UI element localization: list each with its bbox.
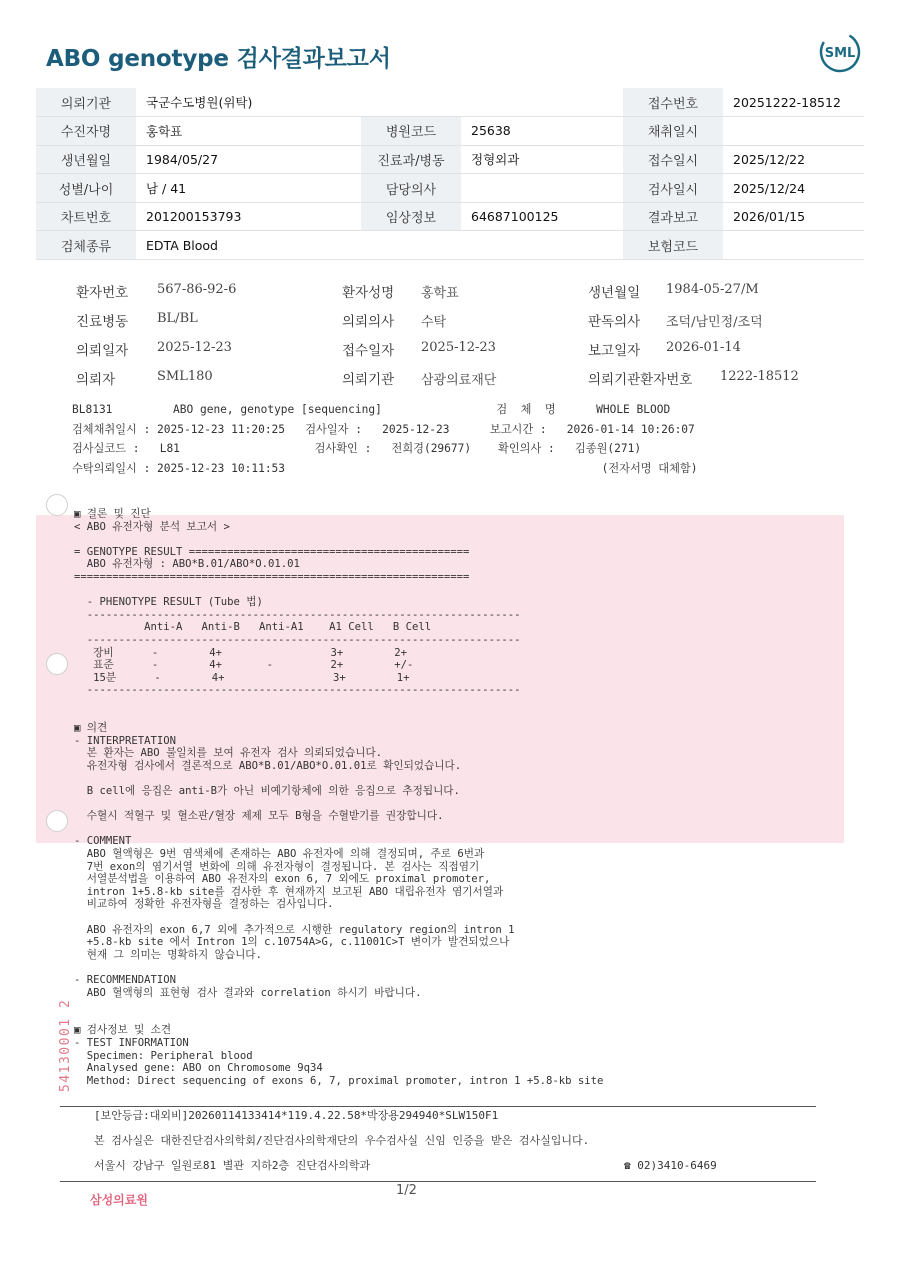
report-line: -------------------------------------------------------------------- — [74, 633, 521, 646]
report-line — [74, 533, 603, 546]
report-line: ▣ 검사정보 및 소견 — [74, 1024, 172, 1037]
report-line: 표준 - 4+ - 2+ +/- — [74, 659, 414, 672]
vertical-document-code: 54130001 2 — [58, 998, 73, 1092]
certification-line: 본 검사실은 대한진단검사의학회/진단검사의학재단의 우수검사실 신임 인증을 받은 검사실입니다. — [94, 1134, 590, 1147]
header-label: 접수번호 — [623, 88, 723, 117]
patient-info-value: 2025-12-23 — [421, 340, 496, 355]
header-label: 수진자명 — [36, 117, 136, 146]
patient-info-label: 접수일자 — [342, 343, 395, 359]
report-line: 본 환자는 ABO 불일치를 보여 유전자 검사 의뢰되었습니다. — [74, 747, 383, 760]
report-line: 7번 exon의 염기서열 변화에 의해 유전자형이 결정됩니다. 본 검사는 직접염기 — [74, 860, 480, 873]
report-line — [74, 961, 603, 974]
patient-info-value: 조덕/남민정/조덕 — [666, 315, 763, 330]
header-label — [361, 231, 461, 260]
header-label: 생년월일 — [36, 145, 136, 174]
header-value — [461, 174, 623, 203]
report-line: ABO 유전자형 : ABO*B.01/ABO*O.01.01 — [74, 558, 300, 571]
patient-info-value: 2025-12-23 — [157, 340, 232, 355]
header-label: 채취일시 — [623, 117, 723, 146]
report-body — [74, 508, 603, 1087]
header-value — [461, 88, 623, 117]
report-line: B cell에 응집은 anti-B가 아닌 비예기항체에 의한 응집으로 추정됩니다. — [74, 785, 460, 798]
header-value — [461, 231, 623, 260]
report-line — [74, 772, 603, 785]
footer-org-logo: 삼성의료원 — [90, 1193, 148, 1207]
header-value: 201200153793 — [136, 202, 361, 231]
punch-hole — [46, 653, 68, 675]
patient-info-label: 판독의사 — [588, 314, 641, 330]
patient-info-label: 진료병동 — [76, 314, 129, 330]
header-value: 국군수도병원(위탁) — [136, 88, 361, 117]
header-value: EDTA Blood — [136, 231, 361, 260]
report-line: 수혈시 적혈구 및 혈소판/혈장 제제 모두 B형을 수혈받기를 권장합니다. — [74, 810, 444, 823]
logo-text: SML — [824, 46, 856, 61]
header-label: 차트번호 — [36, 202, 136, 231]
report-line: - TEST INFORMATION — [74, 1036, 189, 1049]
punch-hole — [46, 494, 68, 516]
report-line: ▣ 의견 — [74, 722, 108, 735]
patient-info-label: 의뢰자 — [76, 372, 116, 388]
report-line — [74, 1012, 603, 1025]
report-line: -------------------------------------------------------------------- — [74, 684, 521, 697]
footer-divider-bottom — [60, 1181, 816, 1182]
header-label: 성별/나이 — [36, 174, 136, 203]
report-line: < ABO 유전자형 분석 보고서 > — [74, 520, 230, 533]
report-line — [74, 999, 603, 1012]
header-row — [36, 145, 864, 174]
report-line — [74, 823, 603, 836]
patient-info-value: 1222-18512 — [720, 369, 799, 384]
header-info-table — [36, 88, 864, 260]
page-number: 1/2 — [396, 1183, 417, 1198]
header-label: 임상정보 — [361, 202, 461, 231]
report-line: 유전자형 검사에서 결론적으로 ABO*B.01/ABO*O.01.01로 확인되었습니다. — [74, 759, 462, 772]
report-line: +5.8-kb site 에서 Intron 1의 c.10754A>G, c.11001C>T 변이가 발견되었으나 — [74, 936, 510, 949]
punch-hole — [46, 810, 68, 832]
report-line: ABO 유전자의 exon 6,7 외에 추가적으로 시행한 regulatory region의 intron 1 — [74, 923, 515, 936]
report-line: Specimen: Peripheral blood — [74, 1049, 253, 1062]
patient-info-label: 의뢰일자 — [76, 343, 129, 359]
report-line: Method: Direct sequencing of exons 6, 7, proximal promoter, intron 1 +5.8-kb site — [74, 1074, 604, 1087]
header-value: 2026/01/15 — [723, 202, 864, 231]
phone-number: ☎ 02)3410-6469 — [624, 1159, 717, 1172]
report-line: 장비 - 4+ 3+ 2+ — [74, 646, 407, 659]
header-value: 1984/05/27 — [136, 145, 361, 174]
patient-info-value: 수탁 — [421, 315, 447, 330]
patient-info-label: 생년월일 — [588, 285, 641, 301]
patient-info-value: 2026-01-14 — [666, 340, 741, 355]
patient-info-value: 1984-05-27/M — [666, 282, 759, 297]
header-value: 2025/12/24 — [723, 174, 864, 203]
sml-logo — [818, 30, 862, 74]
test-meta-line: 수탁의뢰일시 : 2025-12-23 10:11:53 (전자서명 대체함) — [72, 461, 698, 475]
security-line: [보안등급:대외비]20260114133414*119.4.22.58*박장용294940*SLW150F1 — [94, 1109, 499, 1122]
header-value: 25638 — [461, 117, 623, 146]
header-label: 병원코드 — [361, 117, 461, 146]
report-line: - INTERPRETATION — [74, 734, 177, 747]
test-meta-line: 검사실코드 : L81 검사확인 : 전희경(29677) 확인의사 : 김종원(271) — [72, 442, 642, 455]
report-line: 15분 - 4+ 3+ 1+ — [74, 671, 410, 684]
header-label: 진료과/병동 — [361, 145, 461, 174]
header-value: 정형외과 — [461, 145, 623, 174]
header-value: 홍학표 — [136, 117, 361, 146]
report-line — [74, 798, 603, 811]
header-label: 검사일시 — [623, 174, 723, 203]
report-line: 현재 그 의미는 명확하지 않습니다. — [74, 948, 262, 961]
header-label: 결과보고 — [623, 202, 723, 231]
patient-info-label: 의뢰기관환자번호 — [588, 372, 693, 388]
report-line: ABO 혈액형은 9번 염색체에 존재하는 ABO 유전자에 의해 결정되며, 주로 6번과 — [74, 848, 485, 861]
footer-divider — [60, 1106, 816, 1107]
patient-info-value: BL/BL — [157, 311, 198, 326]
test-meta-line: BL8131 ABO gene, genotype [sequencing] 검 체 명 WHOLE BLOOD — [72, 403, 671, 416]
header-row — [36, 202, 864, 231]
report-line: 서열분석법을 이용하여 ABO 유전자의 exon 6, 7 외에도 proximal promoter, — [74, 873, 491, 886]
patient-info-value: 삼광의료재단 — [421, 373, 497, 388]
header-value: 20251222-18512 — [723, 88, 864, 117]
header-value: 2025/12/22 — [723, 145, 864, 174]
address-line: 서울시 강남구 일원로81 별관 지하2층 진단검사의학과 — [94, 1159, 371, 1172]
report-line — [74, 697, 603, 710]
report-line: intron 1+5.8-kb site를 검사한 후 현재까지 보고된 ABO 대립유전자 염기서열과 — [74, 885, 504, 898]
report-line: - COMMENT — [74, 835, 132, 848]
header-label: 검체종류 — [36, 231, 136, 260]
report-line: - RECOMMENDATION — [74, 973, 177, 986]
header-label — [361, 88, 461, 117]
header-value — [723, 117, 864, 146]
header-label: 의뢰기관 — [36, 88, 136, 117]
report-line: ============================================================== — [74, 570, 470, 583]
header-label: 보험코드 — [623, 231, 723, 260]
header-row — [36, 117, 864, 146]
patient-info-label: 환자번호 — [76, 285, 129, 301]
header-label: 담당의사 — [361, 174, 461, 203]
report-line — [74, 710, 603, 723]
test-meta-line: 검체채취일시 : 2025-12-23 11:20:25 검사일자 : 2025-12-23 보고시간 : 2026-01-14 10:26:07 — [72, 422, 695, 436]
report-line — [74, 911, 603, 924]
report-line: 비교하여 정확한 유전자형을 결정하는 검사입니다. — [74, 898, 334, 911]
header-row — [36, 174, 864, 203]
header-row — [36, 88, 864, 117]
patient-info-label: 보고일자 — [588, 343, 641, 359]
header-value: 64687100125 — [461, 202, 623, 231]
patient-info-value: 홍학표 — [421, 286, 459, 301]
report-line — [74, 584, 603, 597]
report-line: Analysed gene: ABO on Chromosome 9q34 — [74, 1062, 323, 1075]
patient-info-label: 의뢰기관 — [342, 372, 395, 388]
report-line: ▣ 결론 및 진단 — [74, 508, 151, 520]
header-value: 남 / 41 — [136, 174, 361, 203]
patient-info-value: 567-86-92-6 — [157, 282, 237, 297]
report-line: = GENOTYPE RESULT ============================================ — [74, 545, 470, 558]
report-line: -------------------------------------------------------------------- — [74, 608, 521, 621]
header-value — [723, 231, 864, 260]
page-title: ABO genotype 검사결과보고서 — [46, 46, 391, 72]
test-meta-block — [72, 400, 697, 478]
header-label: 접수일시 — [623, 145, 723, 174]
header-row — [36, 231, 864, 260]
report-line: - PHENOTYPE RESULT (Tube 법) — [74, 596, 263, 609]
patient-info-label: 환자성명 — [342, 285, 395, 301]
report-line: Anti-A Anti-B Anti-A1 A1 Cell B Cell — [74, 621, 432, 634]
patient-info-value: SML180 — [157, 369, 213, 384]
patient-info-label: 의뢰의사 — [342, 314, 395, 330]
report-line: ABO 혈액형의 표현형 검사 결과와 correlation 하시기 바랍니다. — [74, 986, 422, 999]
